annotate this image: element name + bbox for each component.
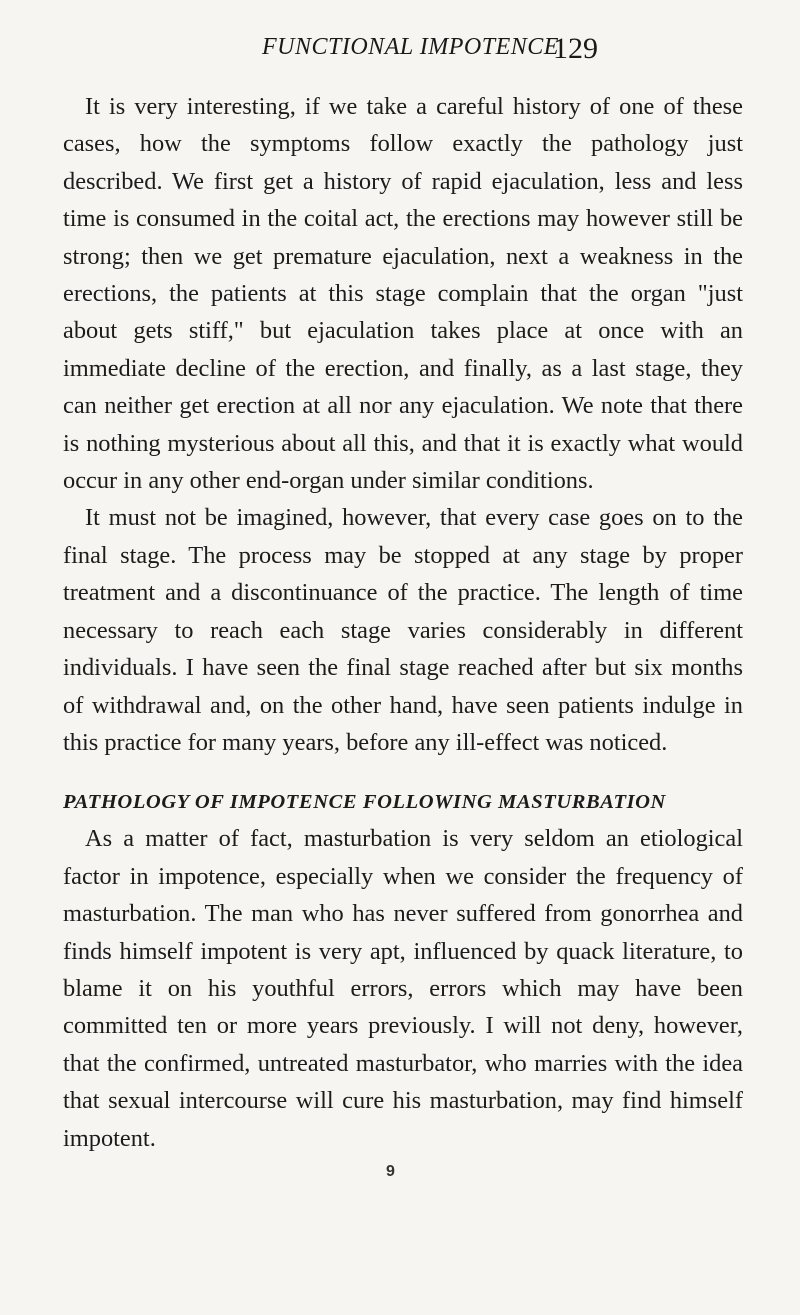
- section-heading: PATHOLOGY OF IMPOTENCE FOLLOWING MASTURBATION: [63, 791, 666, 814]
- paragraph: It must not be imagined, however, that every case goes on to the final stage. The process may be stopped at any stage by proper treatment and a discontinuance of the practice. The length of time necessary to reach each stage varies considerably in different individuals. I have seen the final stage reached after but six months of withdrawal and, on the other hand, have seen patients indulge in this practice for many years, before any ill-effect was noticed.: [63, 504, 743, 756]
- paragraph: As a matter of fact, masturbation is very seldom an etiological factor in impotence, especially when we consider the frequency of masturbation. The man who has never suffered from gonorrhea and finds himself impotent is very apt, influenced by quack literature, to blame it on his youthful errors, errors which may have been committed ten or more years previously. I will not deny, however, that the confirmed, untreated masturbator, who marries with the idea that sexual intercourse will cure his masturbation, may find himself impotent.: [63, 825, 743, 1152]
- signature-mark: 9: [386, 1163, 395, 1180]
- body-text: [63, 88, 743, 1157]
- page-number: 129: [553, 32, 598, 65]
- paragraph: It is very interesting, if we take a careful history of one of these cases, how the symptoms follow exactly the pathology just described. We first get a history of rapid ejaculation, less and less time is consumed in the coital act, the erections may however still be strong; then we get premature ejaculation, next a weakness in the erections, the patients at this stage complain that the organ "just about gets stiff," but ejaculation takes place at once with an immediate decline of the erection, and finally, as a last stage, they can neither get erection at all nor any ejaculation. We note that there is nothing mysterious about all this, and that it is exactly what would occur in any other end-organ under similar conditions.: [63, 93, 743, 495]
- running-head: FUNCTIONAL IMPOTENCE: [262, 34, 559, 60]
